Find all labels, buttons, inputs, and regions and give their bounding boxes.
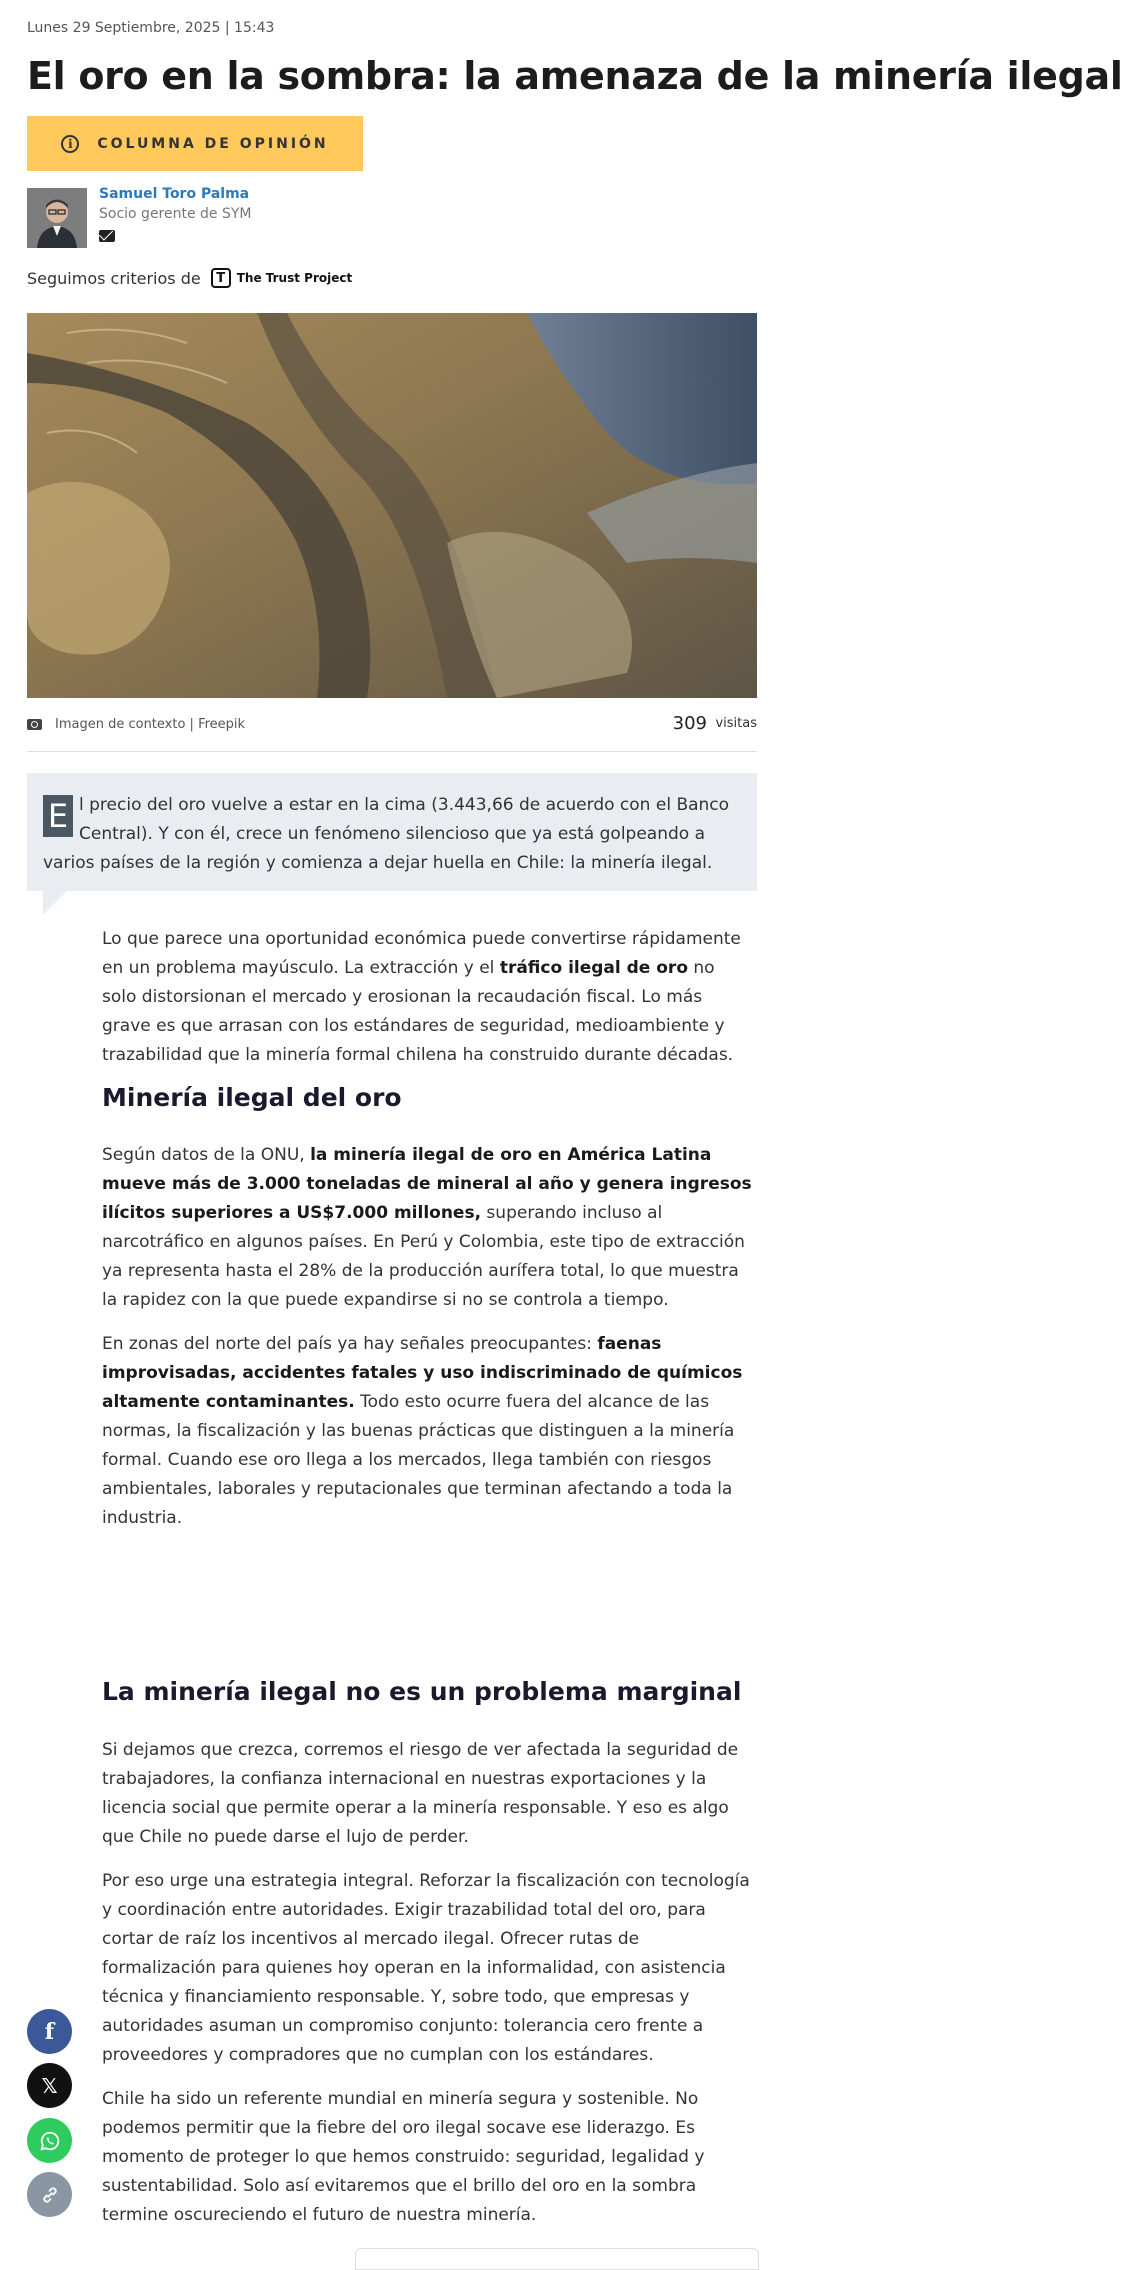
badge-label: COLUMNA DE OPINIÓN (97, 135, 329, 152)
bold-phrase: tráfico ilegal de oro (499, 958, 688, 978)
info-icon: i (61, 135, 79, 153)
dropcap: E (43, 795, 73, 837)
x-icon: 𝕏 (41, 2073, 58, 2098)
footer-card-edge (355, 2248, 759, 2270)
image-caption: Imagen de contexto | Freepik (55, 717, 246, 732)
trust-project-icon: T (211, 268, 231, 288)
article-title: El oro en la sombra: la amenaza de la minería ilegal (27, 54, 1123, 98)
link-icon (39, 2184, 61, 2206)
hero-image (27, 313, 757, 698)
author-avatar[interactable] (27, 188, 87, 248)
bold-phrase: faenas improvisadas, accidentes fatales y uso indiscriminado de químicos altamente contaminantes. (102, 1334, 743, 1412)
paragraph-1: Lo que parece una oportunidad económica puede convertirse rápidamente en un problema mayúsculo. La extracción y el tráfico ilegal de oro no solo distorsionan el mercado y erosionan la recaudación fiscal. Lo más grave es que arrasan con los estándares de seguridad, medioambiente y trazabilidad que la minería formal chilena ha construido durante décadas. (102, 929, 741, 1065)
trust-prefix: Seguimos criterios de (27, 268, 201, 288)
article-body-1 (102, 925, 752, 1085)
opinion-column-badge (27, 116, 363, 171)
whatsapp-icon (39, 2130, 61, 2152)
author-name-link[interactable]: Samuel Toro Palma (99, 186, 250, 202)
trust-logo-text: The Trust Project (236, 271, 353, 285)
trust-criteria (27, 268, 352, 288)
image-caption-bar (27, 713, 757, 752)
paragraph-4: Si dejamos que crezca, corremos el riesgo de ver afectada la seguridad de trabajadores, la confianza internacional en nuestras exportaciones y la licencia social que permite operar a la minería responsable. Y eso es algo que Chile no puede darse el lujo de perder. (102, 1740, 739, 1847)
share-facebook-button[interactable] (27, 2009, 72, 2054)
mail-icon[interactable] (99, 230, 115, 242)
section-heading-1: Minería ilegal del oro (102, 1083, 402, 1112)
paragraph-6: Chile ha sido un referente mundial en minería segura y sostenible. No podemos permitir que la fiebre del oro ilegal socave ese liderazgo. Es momento de proteger lo que hemos construido: seguridad, legalidad y sustentabilidad. Solo así evitaremos que el brillo del oro en la sombra termine oscureciendo el futuro de nuestra minería. (102, 2089, 705, 2225)
facebook-icon: f (44, 2018, 55, 2045)
article-body-2 (102, 1141, 752, 1548)
paragraph-2: Según datos de la ONU, la minería ilegal de oro en América Latina mueve más de 3.000 toneladas de mineral al año y genera ingresos ilícitos superiores a US$7.000 millones, superando incluso al narcotráfico en algunos países. En Perú y Colombia, este tipo de extracción ya representa hasta el 28% de la producción aurífera total, lo que muestra la rapidez con la que puede expandirse si no se controla a tiempo. (102, 1145, 752, 1310)
lead-paragraph (27, 773, 757, 891)
paragraph-5: Por eso urge una estrategia integral. Reforzar la fiscalización con tecnología y coordinación entre autoridades. Exigir trazabilidad total del oro, para cortar de raíz los incentivos al mercado ilegal. Ofrecer rutas de formalización para quienes hoy operan en la informalidad, con asistencia técnica y financiamiento responsable. Y, sobre todo, que empresas y autoridades asuman un compromiso conjunto: tolerancia cero frente a proveedores y compradores que no cumplan con los estándares. (102, 1871, 750, 2065)
author-role: Socio gerente de SYM (99, 206, 252, 222)
share-x-button[interactable] (27, 2063, 72, 2108)
share-whatsapp-button[interactable] (27, 2118, 72, 2163)
lead-text: l precio del oro vuelve a estar en la cima (3.443,66 de acuerdo con el Banco Central). Y con él, crece un fenómeno silencioso que ya está golpeando a varios países de la región y comienza a dejar huella en Chile: la minería ilegal. (43, 795, 730, 873)
visits-label: visitas (715, 716, 757, 731)
visits-count: 309 (672, 713, 707, 734)
publish-date: Lunes 29 Septiembre, 2025 | 15:43 (27, 20, 275, 36)
copy-link-button[interactable] (27, 2172, 72, 2217)
article-body-3 (102, 1736, 752, 2245)
paragraph-3: En zonas del norte del país ya hay señales preocupantes: faenas improvisadas, accidentes fatales y uso indiscriminado de químicos altamente contaminantes. Todo esto ocurre fuera del alcance de las normas, la fiscalización y las buenas prácticas que distinguen a la minería formal. Cuando ese oro llega a los mercados, llega también con riesgos ambientales, laborales y reputacionales que terminan afectando a toda la industria. (102, 1334, 743, 1528)
bold-phrase: la minería ilegal de oro en América Latina mueve más de 3.000 toneladas de mineral al año y genera ingresos ilícitos superiores a US$7.000 millones, (102, 1145, 752, 1223)
section-heading-2: La minería ilegal no es un problema marginal (102, 1677, 742, 1706)
camera-icon (27, 719, 42, 730)
trust-project-logo[interactable] (211, 268, 353, 288)
